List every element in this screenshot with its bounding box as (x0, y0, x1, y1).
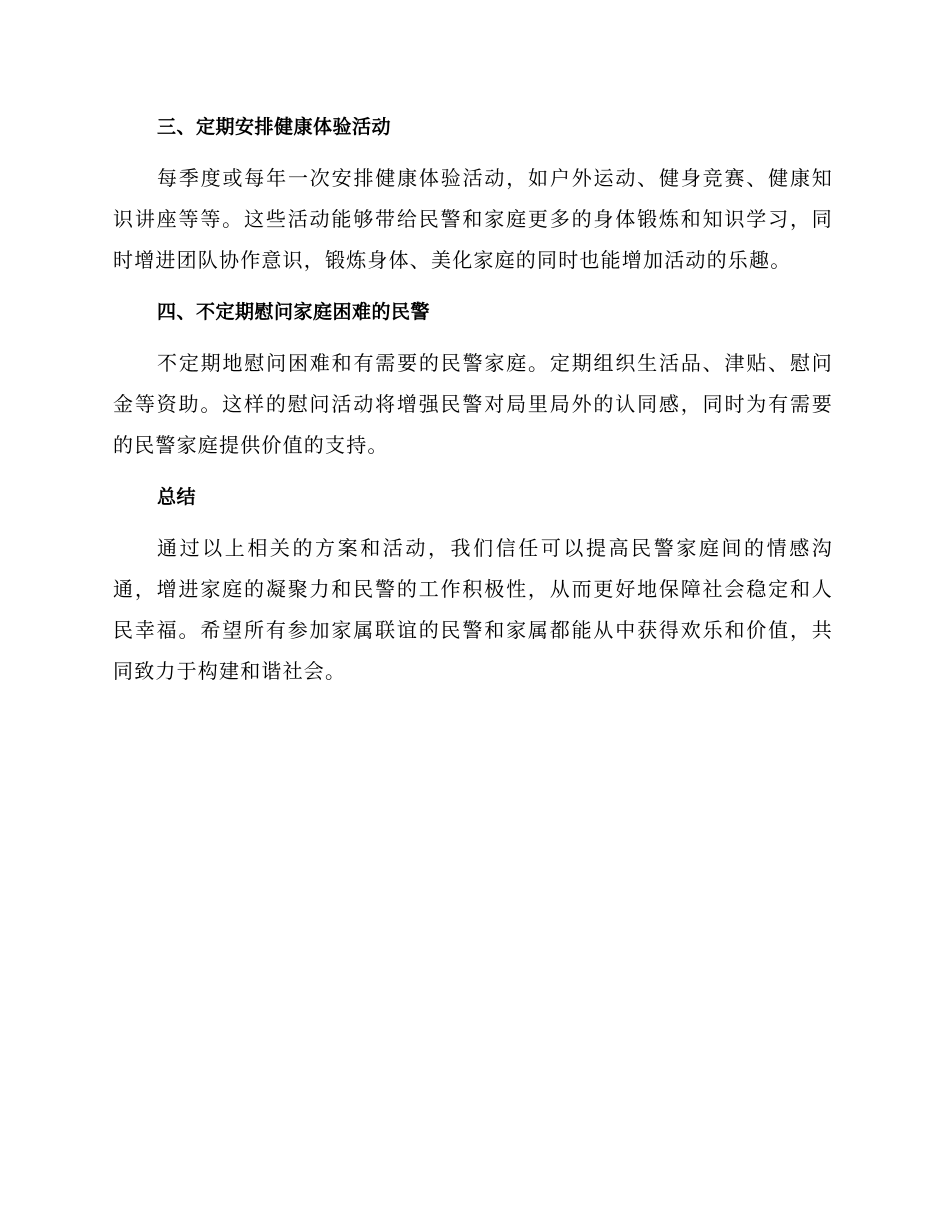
section-paragraph-health-activities: 每季度或每年一次安排健康体验活动，如户外运动、健身竞赛、健康知识讲座等等。这些活动能够带给民警和家庭更多的身体锻炼和知识学习，同时增进团队协作意识，锻炼身体、美化家庭的同时也能增加活动的乐趣。 (113, 166, 833, 272)
section-heading-health-activities: 三、定期安排健康体验活动 (157, 116, 392, 138)
section-heading-summary: 总结 (157, 486, 197, 508)
section-paragraph-condolence-visits: 不定期地慰问困难和有需要的民警家庭。定期组织生活品、津贴、慰问金等资助。这样的慰问活动将增强民警对局里局外的认同感，同时为有需要的民警家庭提供价值的支持。 (113, 351, 833, 457)
document-body (113, 108, 833, 704)
section-paragraph-summary: 通过以上相关的方案和活动，我们信任可以提高民警家庭间的情感沟通，增进家庭的凝聚力和民警的工作积极性，从而更好地保障社会稳定和人民幸福。希望所有参加家属联谊的民警和家属都能从中获得欢乐和价值，共同致力于构建和谐社会。 (113, 536, 833, 683)
section-heading-condolence-visits: 四、不定期慰问家庭困难的民警 (157, 301, 431, 323)
